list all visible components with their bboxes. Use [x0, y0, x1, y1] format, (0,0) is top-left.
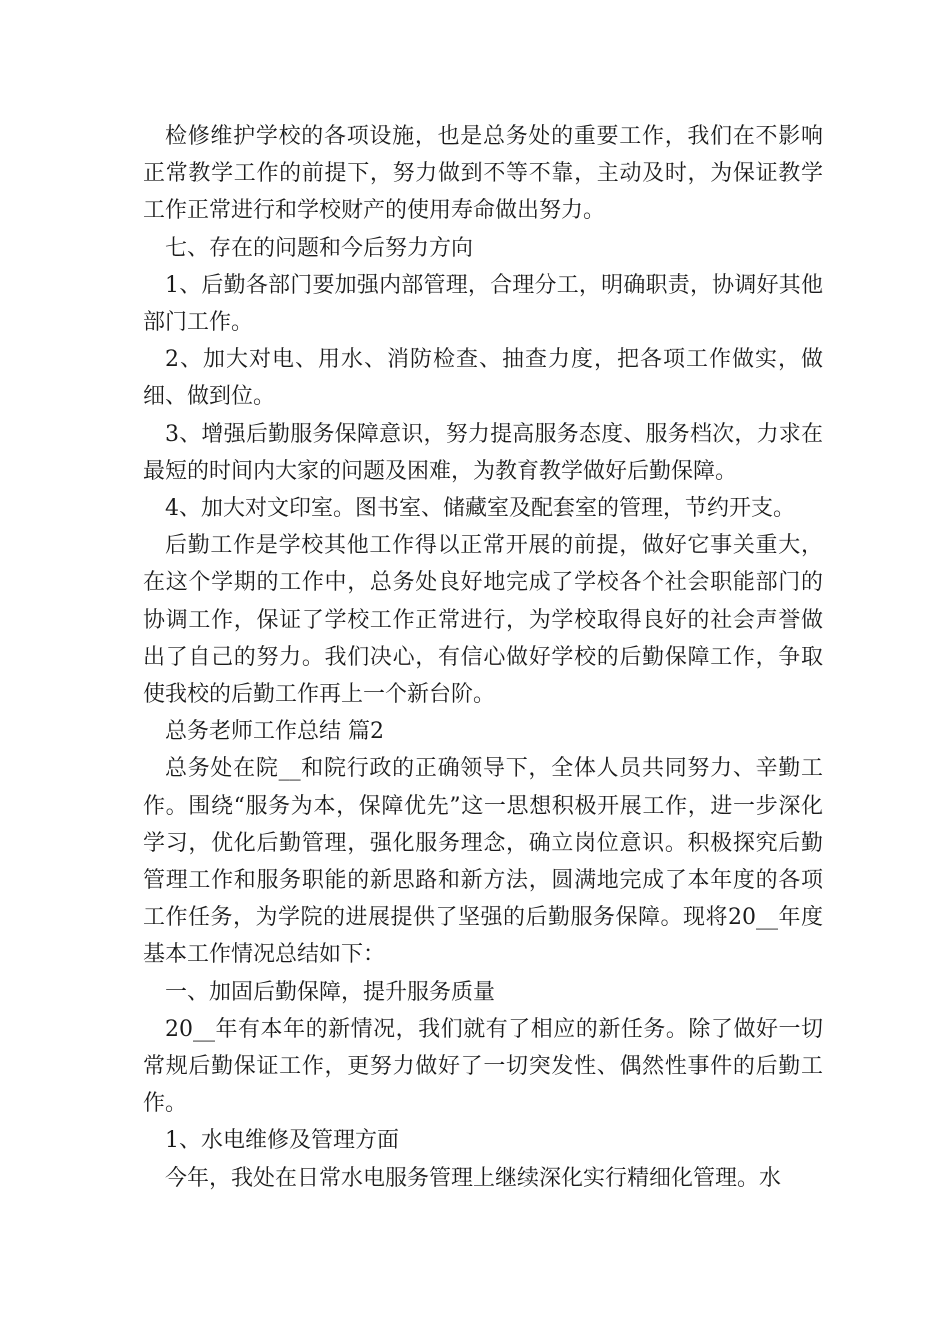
paragraph-facility-maintenance: 检修维护学校的各项设施，也是总务处的重要工作，我们在不影响正常教学工作的前提下，努力做到不等不靠，主动及时，为保证教学工作正常进行和学校财产的使用寿命做出努力。 [143, 124, 823, 224]
article-title-part-2: 总务老师工作总结 篇2 [165, 719, 384, 745]
list-item-2: 2、加大对电、用水、消防检查、抽查力度，把各项工作做实，做细、做到位。 [143, 347, 823, 410]
paragraph-conclusion: 后勤工作是学校其他工作得以正常开展的前提，做好它事关重大，在这个学期的工作中，总务处良好地完成了学校各个社会职能部门的协调工作，保证了学校工作正常进行，为学校取得良好的社会声誉做出了自己的努力。我们决心，有信心做好学校的后勤保障工作，争取使我校的后勤工作再上一个新台阶。 [143, 533, 823, 708]
document-body [143, 118, 823, 1197]
paragraph-introduction: 总务处在院__和院行政的正确领导下，全体人员共同努力、辛勤工作。围绕“服务为本，保障优先”这一思想积极开展工作，进一步深化学习，优化后勤管理，强化服务理念，确立岗位意识。积极探究后勤管理工作和服务职能的新思路和新方法，圆满地完成了本年度的各项工作任务，为学院的进展提供了坚强的后勤服务保障。现将20__年度基本工作情况总结如下： [143, 756, 823, 968]
paragraph-new-tasks: 20__年有本年的新情况，我们就有了相应的新任务。除了做好一切常规后勤保证工作，更努力做好了一切突发性、偶然性事件的后勤工作。 [143, 1016, 823, 1117]
list-item-3: 3、增强后勤服务保障意识，努力提高服务态度、服务档次，力求在最短的时间内大家的问题及困难，为教育教学做好后勤保障。 [143, 421, 823, 484]
section-heading-problems: 七、存在的问题和今后努力方向 [165, 235, 474, 261]
section-heading-logistics: 一、加固后勤保障，提升服务质量 [165, 979, 496, 1005]
list-item-1: 1、后勤各部门要加强内部管理，合理分工，明确职责，协调好其他部门工作。 [143, 272, 823, 336]
paragraph-utilities: 今年，我处在日常水电服务管理上继续深化实行精细化管理。水 [165, 1165, 782, 1191]
list-item-4: 4、加大对文印室。图书室、储藏室及配套室的管理，节约开支。 [165, 496, 795, 522]
subsection-heading-utilities: 1、水电维修及管理方面 [165, 1128, 399, 1154]
